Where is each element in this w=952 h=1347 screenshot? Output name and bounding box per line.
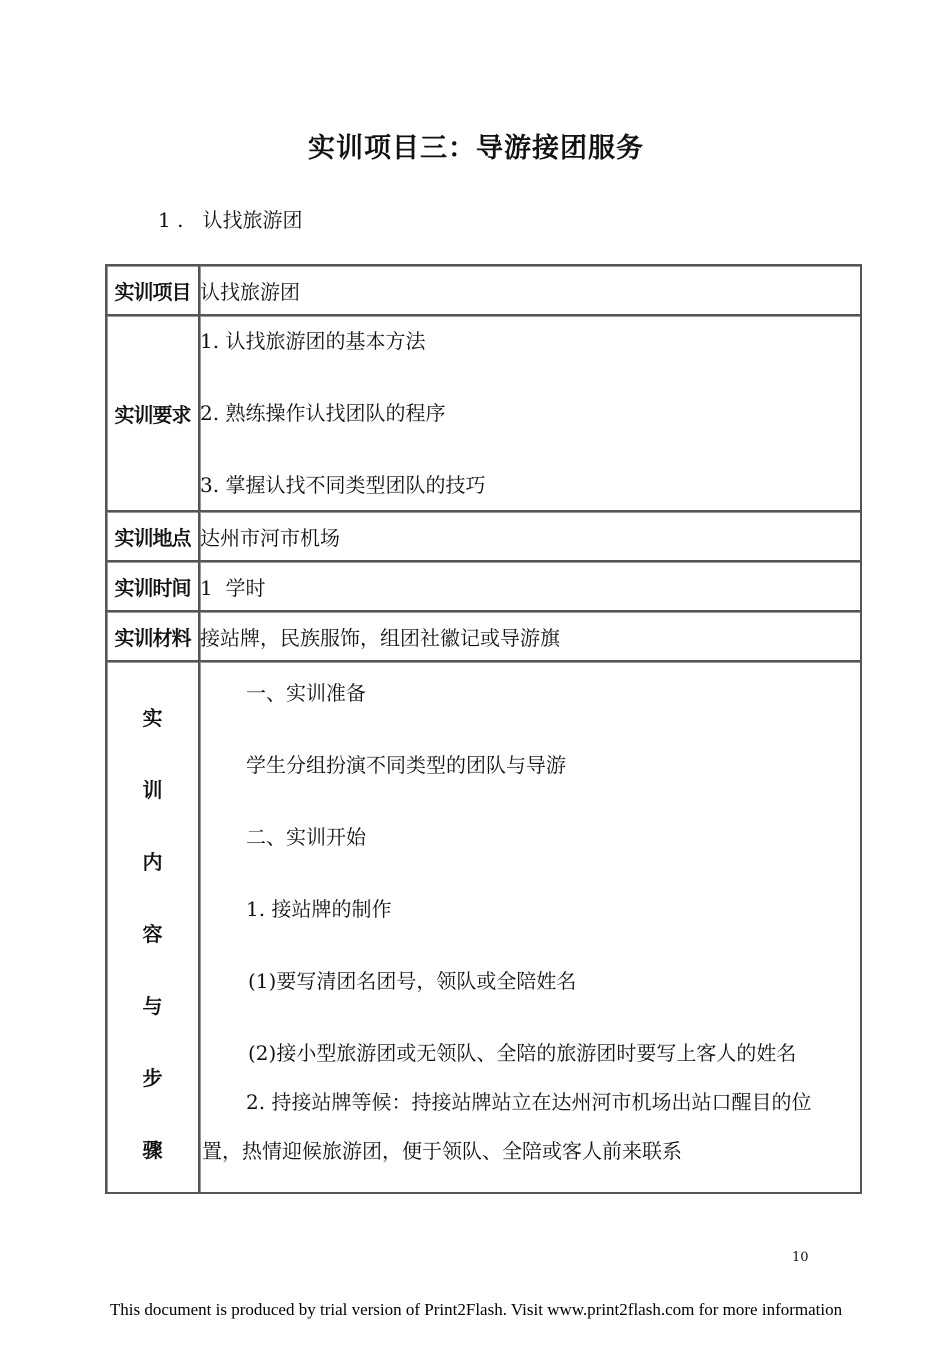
row-value-time: 1 学时: [200, 562, 862, 612]
row-value-project: 认找旅游团: [200, 266, 862, 316]
requirement-item: 2. 熟练操作认找团队的程序: [200, 401, 446, 425]
content-line: 置，热情迎候旅游团，便于领队、全陪或客人前来联系: [202, 1139, 682, 1163]
vertical-label-char: 内: [142, 850, 163, 874]
row-label-location: 实训地点: [107, 512, 200, 562]
row-label-materials: 实训材料: [107, 612, 200, 662]
vertical-label-char: 实: [142, 706, 163, 730]
row-label-project: 实训项目: [107, 266, 200, 316]
table-row: [107, 662, 862, 1194]
page-number: 10: [792, 1250, 809, 1265]
row-label-requirements: 实训要求: [107, 316, 200, 512]
row-value-location: 达州市河市机场: [200, 512, 862, 562]
content-line: 学生分组扮演不同类型的团队与导游: [246, 753, 566, 777]
content-line: 1. 接站牌的制作: [246, 897, 392, 921]
row-value-content-steps: [200, 662, 862, 1194]
content-line: (1)要写清团名团号，领队或全陪姓名: [248, 969, 577, 993]
table-row: [107, 562, 862, 612]
vertical-label-char: 训: [142, 778, 163, 802]
requirement-item: 1. 认找旅游团的基本方法: [200, 329, 426, 353]
vertical-label-char: 容: [142, 922, 163, 946]
row-label-content-steps: [107, 662, 200, 1194]
document-title: 实训项目三：导游接团服务: [308, 133, 644, 164]
content-line: 一、实训准备: [246, 681, 366, 705]
training-table: [105, 264, 862, 1194]
content-line: 二、实训开始: [246, 825, 366, 849]
table-row: [107, 316, 862, 512]
table-row: [107, 512, 862, 562]
row-label-time: 实训时间: [107, 562, 200, 612]
row-value-materials: 接站牌，民族服饰，组团社徽记或导游旗: [200, 612, 862, 662]
section-heading: 1 . 认找旅游团: [158, 208, 303, 232]
row-value-requirements: [200, 316, 862, 512]
vertical-label-char: 步: [142, 1066, 163, 1090]
table-row: [107, 612, 862, 662]
table-row: [107, 266, 862, 316]
content-line: 2. 持接站牌等候：持接站牌站立在达州河市机场出站口醒目的位: [246, 1090, 812, 1114]
content-line: (2)接小型旅游团或无领队、全陪的旅游团时要写上客人的姓名: [248, 1041, 797, 1065]
vertical-label-char: 骤: [142, 1138, 163, 1162]
requirement-item: 3. 掌握认找不同类型团队的技巧: [200, 473, 486, 497]
trial-footer: This document is produced by trial version of Print2Flash. Visit www.print2flash.com for more information: [109, 1300, 843, 1319]
vertical-label-char: 与: [142, 994, 163, 1018]
